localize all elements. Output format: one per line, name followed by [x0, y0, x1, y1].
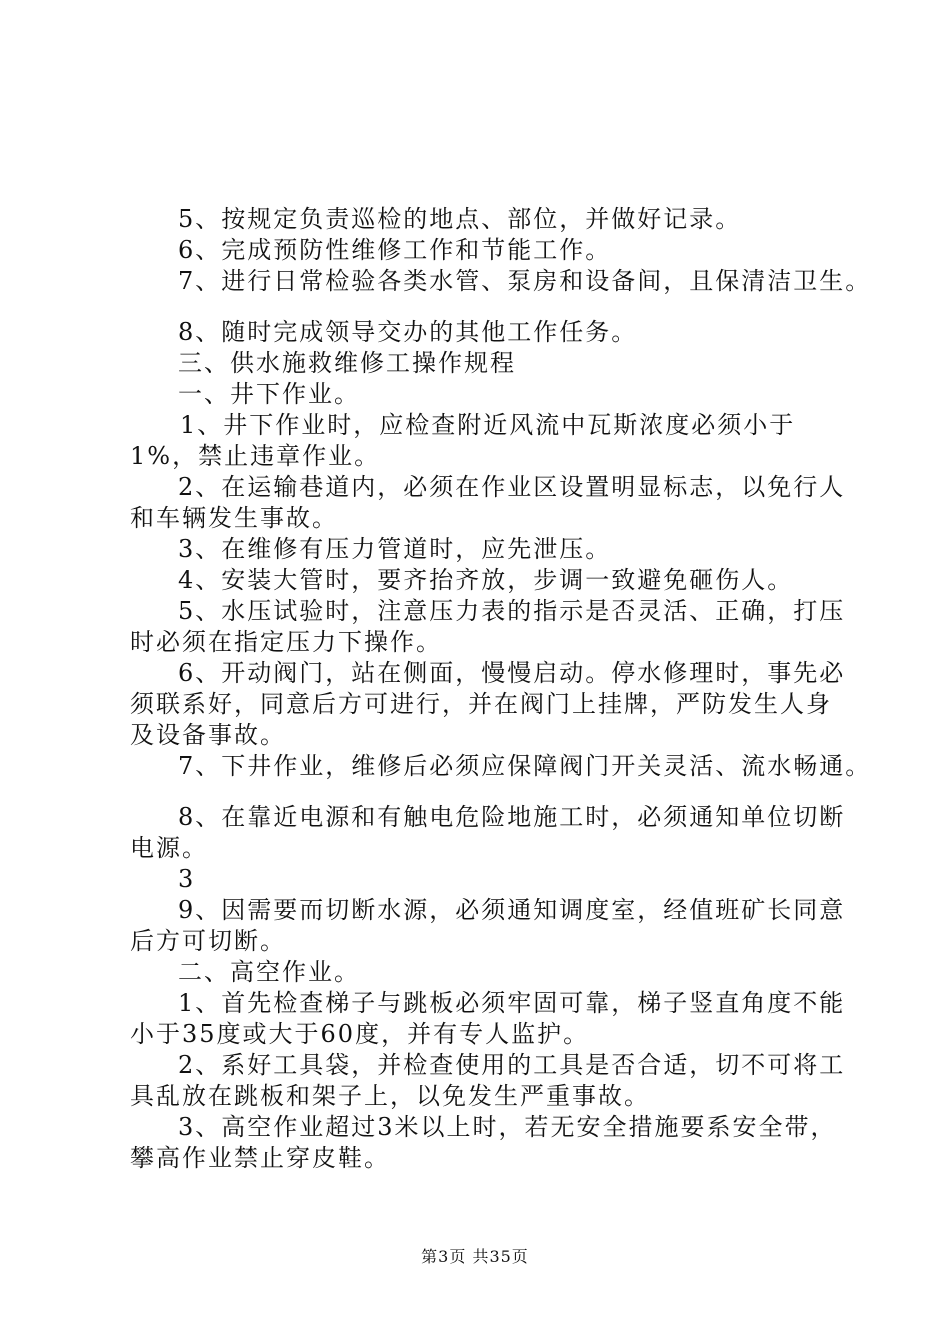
paragraph-line: 8、随时完成领导交办的其他工作任务。: [178, 318, 638, 346]
paragraph-line: 1%，禁止违章作业。: [130, 442, 381, 470]
paragraph-line: 后方可切断。: [130, 927, 286, 955]
paragraph-line: 5、按规定负责巡检的地点、部位，并做好记录。: [178, 205, 742, 233]
paragraph-line: 6、完成预防性维修工作和节能工作。: [178, 236, 612, 264]
document-body: [130, 204, 872, 1174]
paragraph-line: 5、水压试验时，注意压力表的指示是否灵活、正确，打压: [178, 597, 846, 625]
paragraph-gap: [130, 782, 830, 802]
paragraph-line: 及设备事故。: [130, 721, 286, 749]
page-footer: 第3页 共35页: [421, 1247, 529, 1266]
paragraph-line: 7、进行日常检验各类水管、泵房和设备间，且保清洁卫生。: [178, 267, 872, 295]
section-heading: 三、供水施救维修工操作规程: [178, 349, 516, 377]
paragraph-line: 6、开动阀门，站在侧面，慢慢启动。停水修理时，事先必: [178, 659, 846, 687]
paragraph-line: 2、系好工具袋，并检查使用的工具是否合适，切不可将工: [178, 1051, 846, 1079]
paragraph-line: 小于35度或大于60度，并有专人监护。: [130, 1020, 590, 1048]
paragraph-line: 时必须在指定压力下操作。: [130, 628, 442, 656]
paragraph-line: 电源。: [130, 834, 208, 862]
paragraph-line: 2、在运输巷道内，必须在作业区设置明显标志，以免行人: [178, 473, 846, 501]
paragraph-line: 和车辆发生事故。: [130, 504, 338, 532]
paragraph-line: 攀高作业禁止穿皮鞋。: [130, 1144, 390, 1172]
paragraph-line: 3、在维修有压力管道时，应先泄压。: [178, 535, 612, 563]
paragraph-line: 3、高空作业超过3米以上时，若无安全措施要系安全带，: [178, 1113, 837, 1141]
paragraph-line: 7、下井作业，维修后必须应保障阀门开关灵活、流水畅通。: [178, 752, 872, 780]
paragraph-line: 1、首先检查梯子与跳板必须牢固可靠，梯子竖直角度不能: [178, 989, 846, 1017]
stray-page-number: 3: [178, 865, 196, 893]
paragraph-gap: [130, 297, 830, 317]
paragraph-line: 1、井下作业时，应检查附近风流中瓦斯浓度必须小于: [180, 411, 796, 439]
paragraph-line: 具乱放在跳板和架子上，以免发生严重事故。: [130, 1082, 650, 1110]
paragraph-line: 8、在靠近电源和有触电危险地施工时，必须通知单位切断: [178, 803, 846, 831]
paragraph-line: 须联系好，同意后方可进行，并在阀门上挂牌，严防发生人身: [130, 690, 832, 718]
paragraph-line: 9、因需要而切断水源，必须通知调度室，经值班矿长同意: [178, 896, 846, 924]
paragraph-line: 4、安装大管时，要齐抬齐放，步调一致避免砸伤人。: [178, 566, 794, 594]
subsection-heading: 二、高空作业。: [178, 958, 360, 986]
subsection-heading: 一、井下作业。: [178, 380, 360, 408]
